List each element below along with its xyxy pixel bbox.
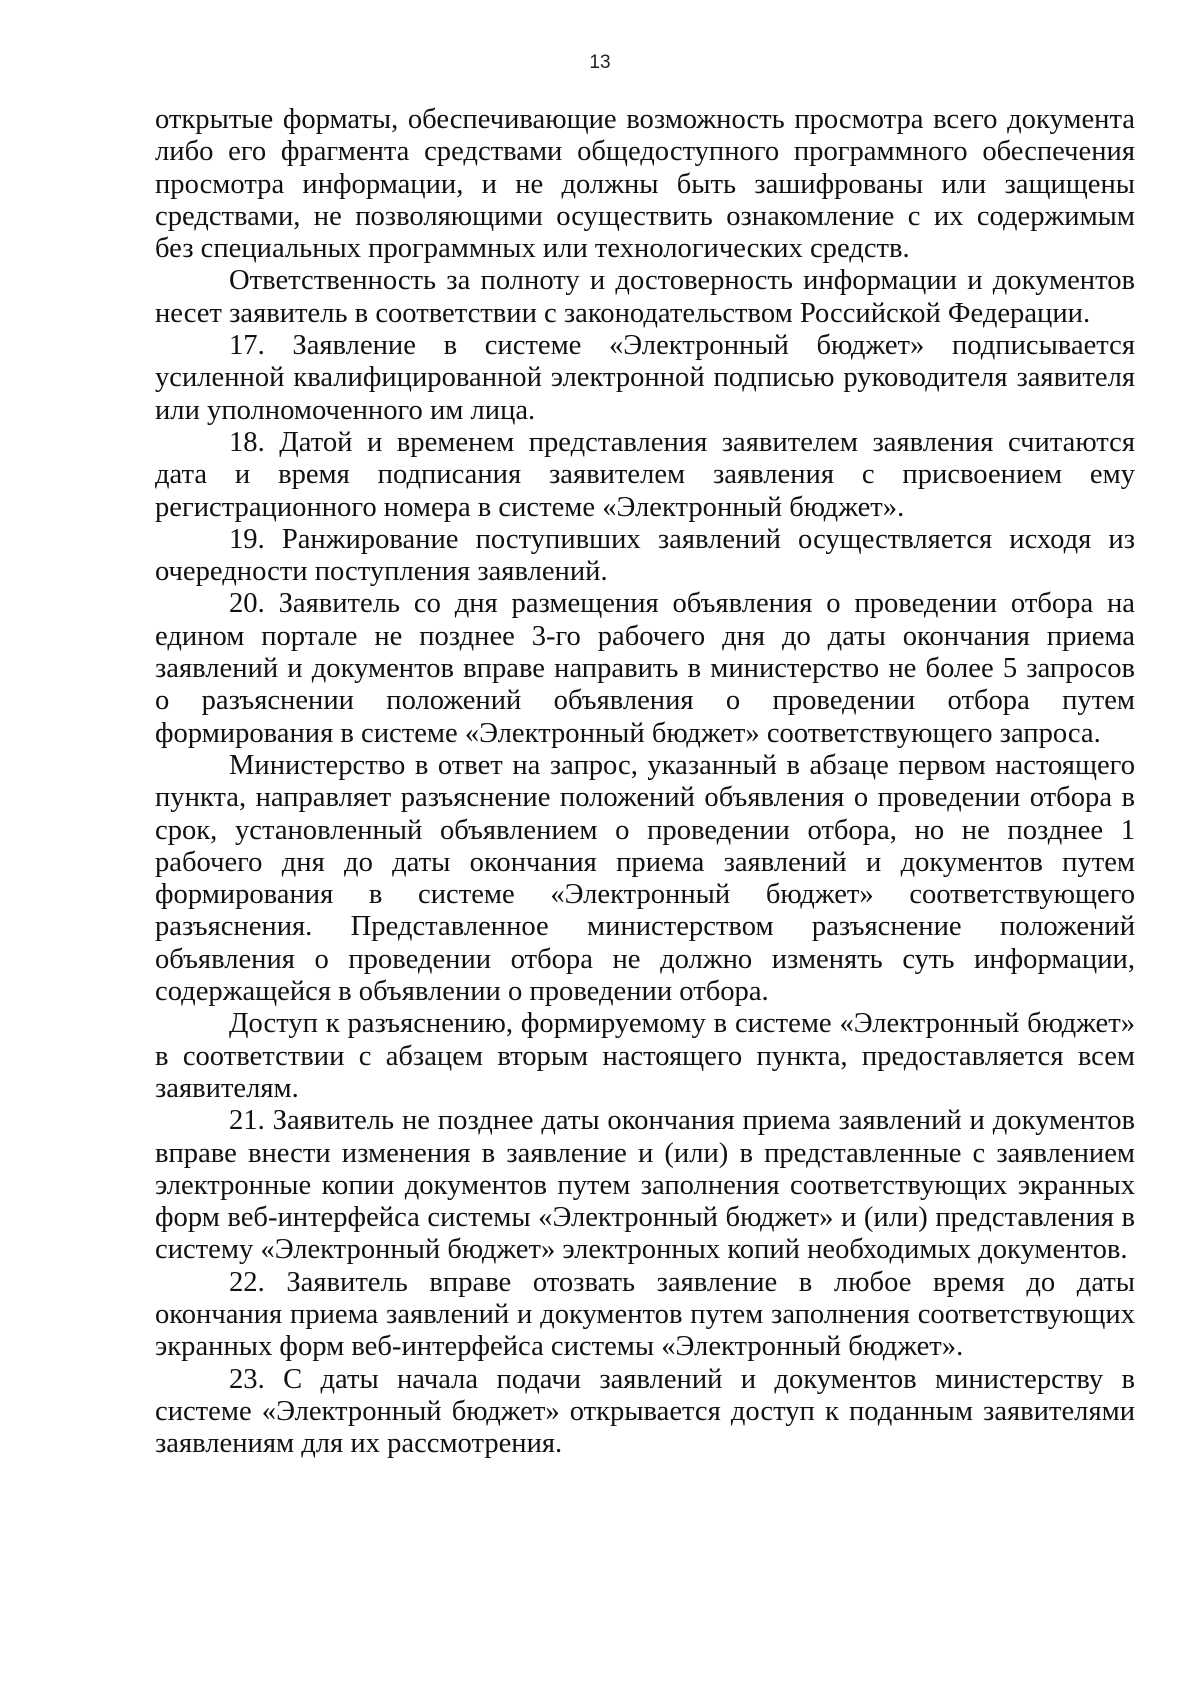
paragraph-continuation: открытые форматы, обеспечивающие возможность просмотра всего документа либо его фрагмента средствами общедоступного программного обеспечения просмотра информации, и не должны быть зашифрованы или защищены средствами, не позволяющими осуществить ознакомление с их содержимым без специальных программных или технологических средств.: [155, 104, 1135, 265]
paragraph-20: 20. Заявитель со дня размещения объявления о проведении отбора на едином портале не позднее 3-го рабочего дня до даты окончания приема заявлений и документов вправе направить в министерство не более 5 запросов о разъяснении положений объявления о проведении отбора путем формирования в системе «Электронный бюджет» соответствующего запроса.: [155, 588, 1135, 749]
paragraph-22: 22. Заявитель вправе отозвать заявление в любое время до даты окончания приема заявлений и документов путем заполнения соответствующих экранных форм веб-интерфейса системы «Электронный бюджет».: [155, 1266, 1135, 1363]
paragraph-19: 19. Ранжирование поступивших заявлений осуществляется исходя из очередности поступления заявлений.: [155, 523, 1135, 588]
paragraph-20-access: Доступ к разъяснению, формируемому в системе «Электронный бюджет» в соответствии с абзацем вторым настоящего пункта, предоставляется всем заявителям.: [155, 1008, 1135, 1104]
paragraph-18: 18. Датой и временем представления заявителем заявления считаются дата и время подписания заявителем заявления с присвоением ему регистрационного номера в системе «Электронный бюджет».: [155, 426, 1135, 523]
document-body: [155, 104, 1135, 1460]
paragraph-23: 23. С даты начала подачи заявлений и документов министерству в системе «Электронный бюджет» открывается доступ к поданным заявителями заявлениям для их рассмотрения.: [155, 1363, 1135, 1460]
paragraph-21: 21. Заявитель не позднее даты окончания приема заявлений и документов вправе внести изменения в заявление и (или) в представленные с заявлением электронные копии документов путем заполнения соответствующих экранных форм веб-интерфейса системы «Электронный бюджет» и (или) представления в систему «Электронный бюджет» электронных копий необходимых документов.: [155, 1105, 1135, 1266]
paragraph-responsibility: Ответственность за полноту и достоверность информации и документов несет заявитель в соответствии с законодательством Российской Федерации.: [155, 265, 1135, 329]
paragraph-17: 17. Заявление в системе «Электронный бюджет» подписывается усиленной квалифицированной электронной подписью руководителя заявителя или уполномоченного им лица.: [155, 330, 1135, 426]
page-number: 13: [589, 52, 611, 73]
paragraph-20-ministry-response: Министерство в ответ на запрос, указанный в абзаце первом настоящего пункта, направляет разъяснение положений объявления о проведении отбора в срок, установленный объявлением о проведении отбора, но не позднее 1 рабочего дня до даты окончания приема заявлений и документов путем формирования в системе «Электронный бюджет» соответствующего разъяснения. Представленное министерством разъяснение положений объявления о проведении отбора не должно изменять суть информации, содержащейся в объявлении о проведении отбора.: [155, 749, 1135, 1008]
